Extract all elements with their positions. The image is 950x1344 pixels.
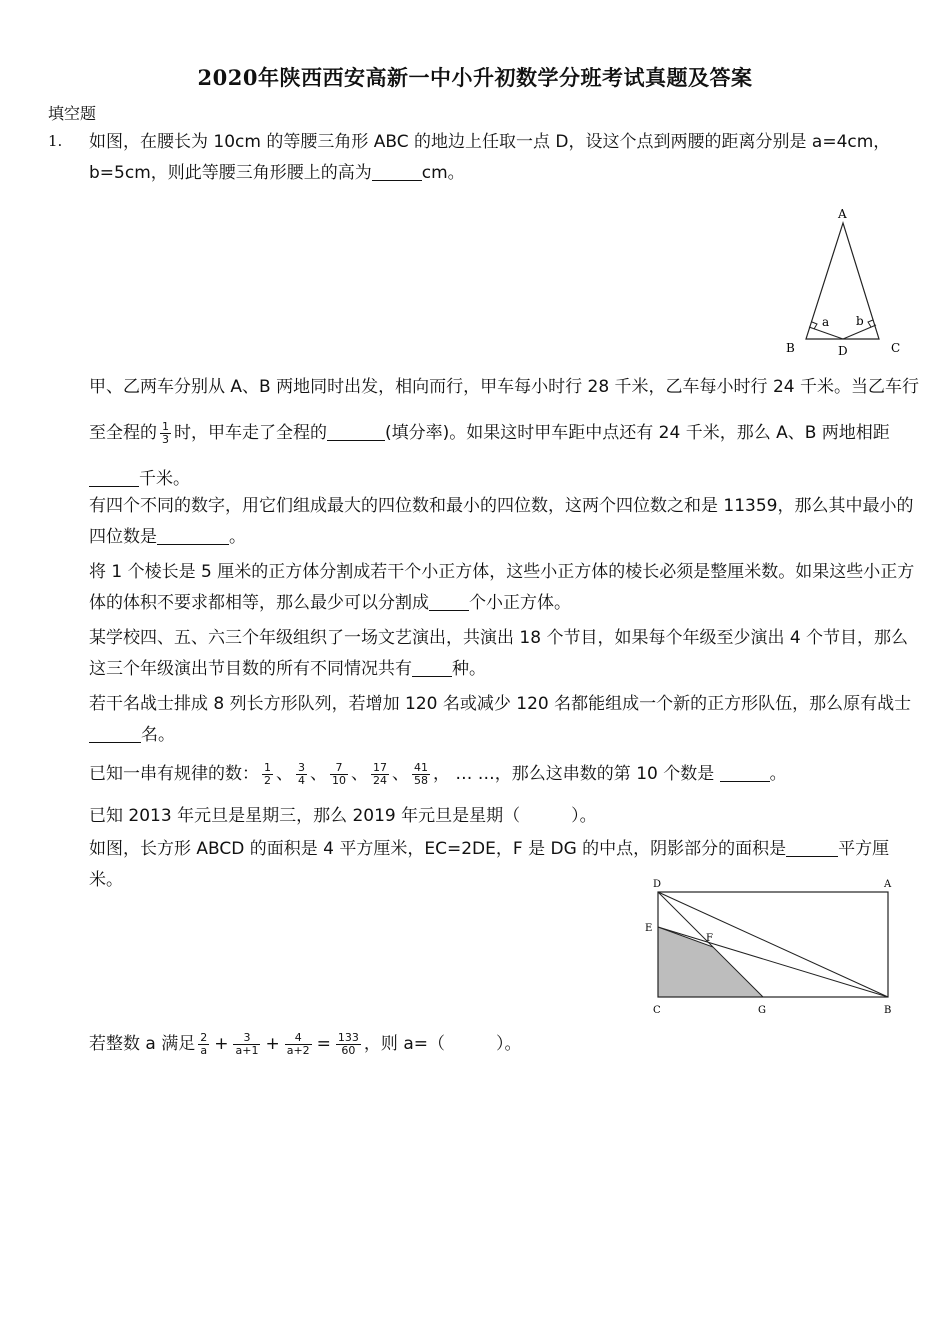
- label-c-vertex: C: [891, 341, 901, 355]
- fraction-numerator: 1: [264, 760, 271, 774]
- separator: 、: [392, 764, 409, 784]
- label-b-distance: b: [856, 314, 864, 328]
- q6-text: 若干名战士排成 8 列长方形队列，若增加 120 名或减少 120 名都能组成一个新的正方形队伍，那么原有战士: [89, 694, 912, 714]
- label-g: G: [758, 1005, 766, 1016]
- question-4: [89, 557, 919, 619]
- question-8: [89, 801, 919, 832]
- label-a: A: [884, 879, 892, 890]
- fraction-denominator: 24: [373, 773, 387, 787]
- q8-text: 已知 2013 年元旦是星期三，那么 2019 年元旦是星期（ ）。: [89, 806, 597, 826]
- q4-end: 个小正方体。: [469, 593, 571, 613]
- isosceles-triangle-figure: [780, 205, 910, 360]
- fraction-denominator: 2: [264, 773, 271, 787]
- q7-text-mid: ， … …，那么这串数的第 10 个数是: [433, 764, 715, 784]
- fraction-denominator: a+2: [286, 1043, 310, 1057]
- fraction-denominator: 10: [332, 773, 346, 787]
- q5-end: 种。: [452, 659, 486, 679]
- q7-end: 。: [769, 764, 787, 784]
- q7-fraction-2: [296, 762, 307, 787]
- equals-sign: =: [316, 1034, 331, 1054]
- q4-answer-blank[interactable]: [429, 592, 469, 611]
- question-3: [89, 491, 919, 553]
- q9-unit: 平方厘米。: [89, 839, 890, 890]
- q7-text: 已知一串有规律的数：: [89, 764, 259, 784]
- question-5: [89, 623, 919, 685]
- q7-answer-blank[interactable]: [720, 763, 770, 782]
- separator: 、: [351, 764, 368, 784]
- q3-answer-blank[interactable]: [157, 526, 229, 545]
- fraction-numerator: 1: [162, 419, 169, 433]
- q10-fraction-2: [233, 1032, 260, 1057]
- fraction-numerator: 41: [414, 760, 428, 774]
- label-b: B: [884, 1005, 892, 1016]
- page-title: 2020年陕西西安高新一中小升初数学分班考试真题及答案: [197, 65, 753, 90]
- question-2: [89, 364, 919, 502]
- q1-unit: cm。: [421, 163, 465, 183]
- label-f: F: [706, 933, 713, 944]
- label-b-vertex: B: [786, 341, 795, 355]
- label-d: D: [653, 879, 662, 890]
- separator: 、: [276, 764, 293, 784]
- q5-text: 某学校四、五、六三个年级组织了一场文艺演出，共演出 18 个节目，如果每个年级至少演出 4 个节目，那么这三个年级演出节目数的所有不同情况共有: [89, 628, 909, 679]
- q10-end: ，则 a=（ ）。: [363, 1034, 522, 1054]
- q2-answer-blank-1[interactable]: [327, 422, 385, 441]
- q3-end: 。: [229, 527, 246, 547]
- fraction-denominator: a: [200, 1043, 208, 1057]
- q7-fraction-3: [330, 762, 348, 787]
- label-c: C: [653, 1005, 661, 1016]
- q9-answer-blank[interactable]: [786, 838, 838, 857]
- q7-fraction-1: [262, 762, 273, 787]
- fraction-numerator: 2: [200, 1030, 208, 1044]
- q6-end: 名。: [141, 725, 175, 745]
- question-6: [89, 689, 919, 751]
- q4-text: 将 1 个棱长是 5 厘米的正方体分割成若干个小正方体，这些小正方体的棱长必须是整厘米数。如果这些小正方体的体积不要求都相等，那么最少可以分割成: [89, 562, 915, 613]
- fraction-numerator: 7: [330, 762, 348, 775]
- fraction-numerator: 133: [337, 1030, 359, 1044]
- rectangle-abcd-figure: [640, 875, 900, 1020]
- q2-answer-blank-2[interactable]: [89, 468, 139, 487]
- q2-unit: 千米。: [139, 469, 190, 489]
- q2-fraction: [160, 421, 171, 446]
- q2-text: 甲、乙两车分别从 A、B 两地同时出发，相向而行，甲车每小时行 28 千米，乙车每小时行 24 千米。当乙车行至全程的: [89, 377, 919, 443]
- fraction-denominator: 60: [341, 1043, 356, 1057]
- question-number: 1.: [48, 132, 63, 150]
- q2-text-mid: 时，甲车走了全程的: [174, 423, 327, 443]
- separator: 、: [310, 764, 327, 784]
- question-10: [89, 1024, 919, 1064]
- fraction-denominator: 58: [414, 773, 428, 787]
- label-a-distance: a: [822, 315, 830, 329]
- q9-text: 如图，长方形 ABCD 的面积是 4 平方厘米，EC=2DE，F 是 DG 的中点，阴影部分的面积是: [89, 839, 787, 859]
- q10-text: 若整数 a 满足: [89, 1034, 196, 1054]
- q3-text: 有四个不同的数字，用它们组成最大的四位数和最小的四位数，这两个四位数之和是 11359，那么其中最小的四位数是: [89, 496, 914, 547]
- label-a-vertex: A: [838, 207, 847, 221]
- q2-text-mid2: (填分率)。如果这时甲车距中点还有 24 千米，那么 A、B 两地相距: [385, 423, 890, 443]
- plus-sign: +: [214, 1034, 229, 1054]
- fraction-numerator: 4: [285, 1032, 312, 1045]
- q1-text: 如图，在腰长为 10cm 的等腰三角形 ABC 的地边上任取一点 D，设这个点到两腰的距离分别是 a=4cm，b=5cm，则此等腰三角形腰上的高为: [89, 132, 891, 183]
- section-heading: 填空题: [48, 104, 97, 123]
- q1-answer-blank[interactable]: [372, 162, 422, 181]
- fraction-numerator: 3: [298, 760, 305, 774]
- fraction-denominator: 3: [162, 432, 169, 446]
- question-7: [89, 754, 919, 794]
- q7-fraction-4: [371, 762, 389, 787]
- q10-fraction-1: [198, 1032, 209, 1057]
- fraction-numerator: 3: [233, 1032, 260, 1045]
- fraction-numerator: 17: [373, 760, 387, 774]
- question-1: [89, 127, 919, 189]
- q7-fraction-5: [412, 762, 430, 787]
- right-angle-mark-b: [868, 320, 873, 327]
- q10-fraction-3: [285, 1032, 312, 1057]
- q5-answer-blank[interactable]: [412, 658, 452, 677]
- label-d-point: D: [838, 344, 848, 358]
- plus-sign: +: [265, 1034, 280, 1054]
- fraction-denominator: 4: [298, 773, 305, 787]
- fraction-denominator: a+1: [235, 1043, 259, 1057]
- q10-fraction-4: [336, 1032, 361, 1057]
- q6-answer-blank[interactable]: [89, 724, 141, 743]
- label-e: E: [645, 923, 653, 934]
